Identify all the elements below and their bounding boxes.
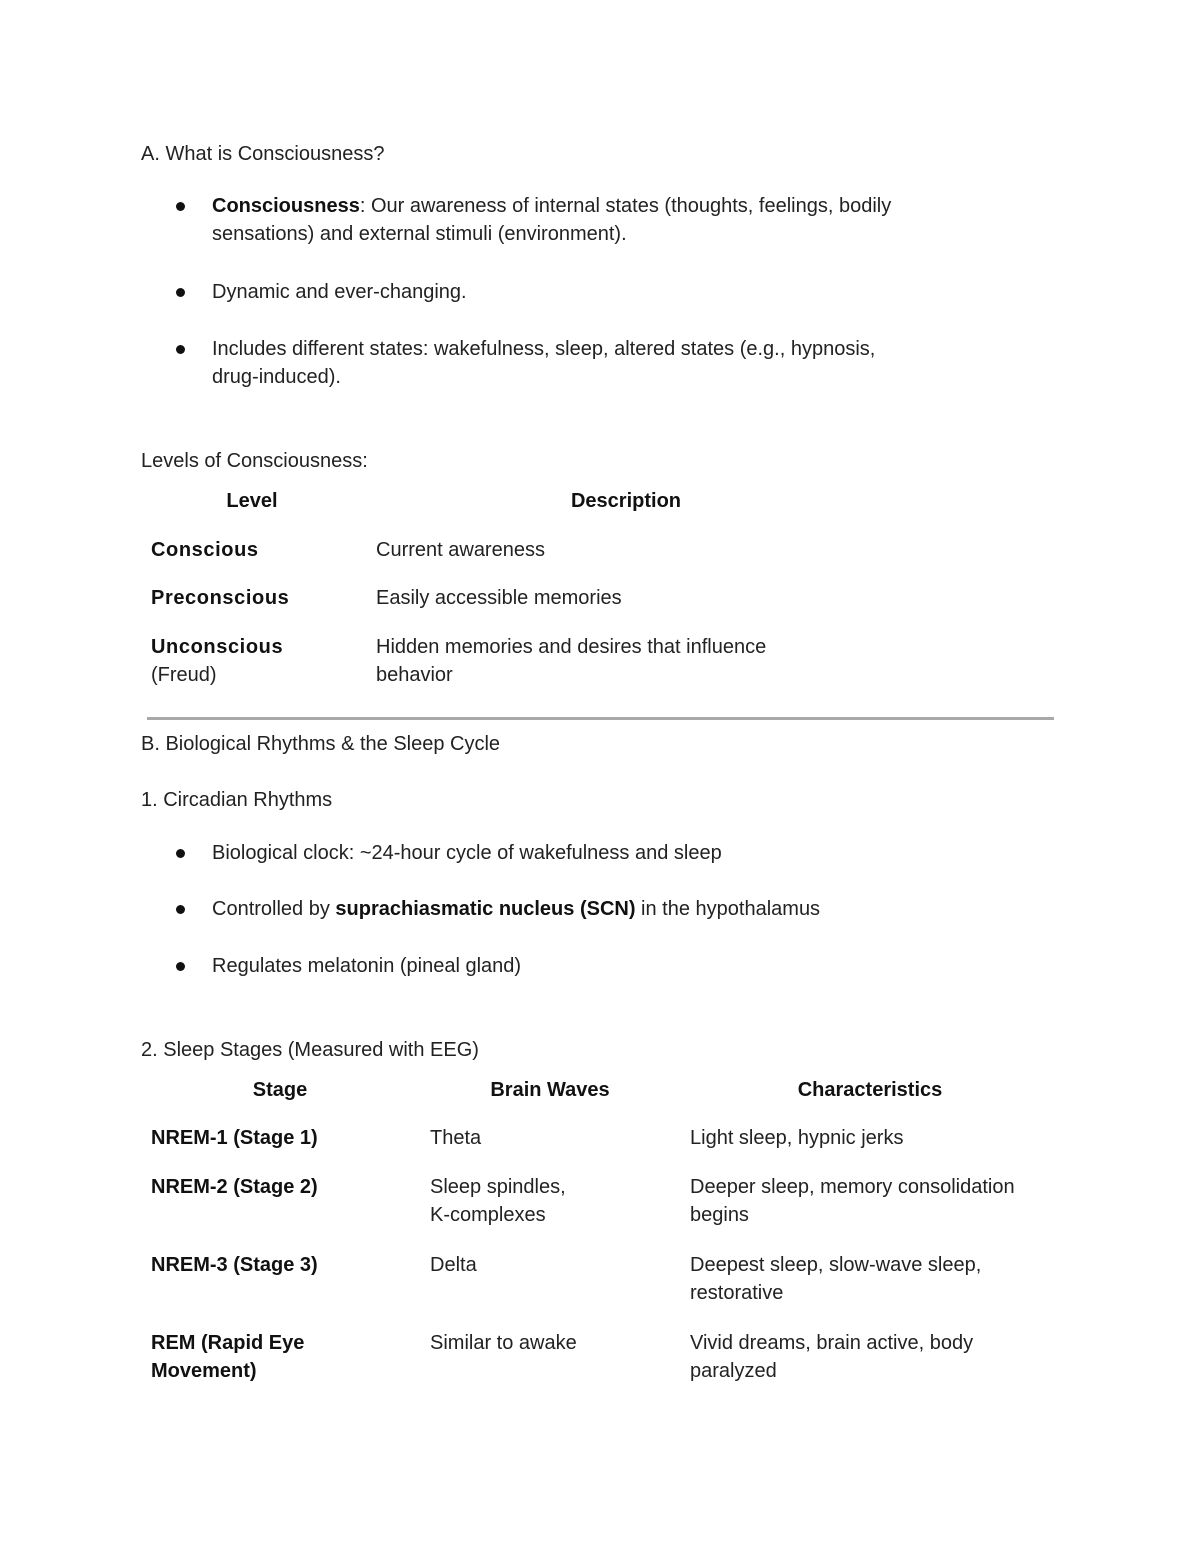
bullet-post: in the hypothalamus [635,898,821,920]
levels-header-level: Level [226,490,278,512]
stages-cell-waves: Similar to awake [430,1332,577,1354]
bullet-text: Biological clock: ~24-hour cycle of wakefulness and sleep [212,842,722,864]
bullet-icon [176,288,185,297]
chars-line-2: begins [690,1204,749,1226]
bullet-text: Regulates melatonin (pineal gland) [212,955,522,977]
stages-cell-stage: NREM-3 (Stage 3) [151,1254,318,1276]
bullet-icon [176,905,185,914]
stages-cell-characteristics [690,1173,1015,1229]
term-scn: suprachiasmatic nucleus (SCN) [335,898,636,920]
levels-cell-desc: Current awareness [376,539,545,561]
levels-cell-level: Conscious [151,539,259,561]
stages-header-waves: Brain Waves [490,1079,610,1101]
section-a-heading: A. What is Consciousness? [141,143,385,165]
section-b-heading: B. Biological Rhythms & the Sleep Cycle [141,733,501,755]
levels-cell-level [151,633,283,689]
sleep-stages-heading: 2. Sleep Stages (Measured with EEG) [141,1039,479,1061]
chars-line-1: Deeper sleep, memory consolidation [690,1176,1015,1198]
levels-heading: Levels of Consciousness: [141,450,368,472]
stages-cell-waves: Theta [430,1127,482,1149]
bullet-icon [176,962,185,971]
bullet-text: Dynamic and ever-changing. [212,281,467,303]
chars-line-1: Vivid dreams, brain active, body [690,1332,974,1354]
bullet-line-1: Includes different states: wakefulness, sleep, altered states (e.g., hypnosis, [212,338,876,360]
bullet-icon [176,202,185,211]
bullet-text [212,335,1012,391]
bullet-line-2: drug-induced). [212,366,341,388]
levels-desc-line-1: Hidden memories and desires that influence [376,636,767,658]
stages-cell-characteristics [690,1251,981,1307]
bullet-definition-cont: sensations) and external stimuli (environment). [212,223,627,245]
bullet-pre: Controlled by [212,898,336,920]
stages-cell-waves [430,1173,566,1229]
bullet-text [212,192,1012,248]
horizontal-divider [147,717,1054,720]
stages-cell-characteristics [690,1329,973,1385]
levels-level-note: (Freud) [151,664,217,686]
levels-cell-level: Preconscious [151,587,290,609]
waves-line-2: K-complexes [430,1204,546,1226]
levels-cell-desc [376,633,766,689]
bullet-icon [176,345,185,354]
circadian-heading: 1. Circadian Rhythms [141,789,333,811]
stage-line-2: Movement) [151,1360,257,1382]
chars-line-1: Deepest sleep, slow-wave sleep, [690,1254,982,1276]
stages-cell-waves: Delta [430,1254,477,1276]
chars-line-2: restorative [690,1282,784,1304]
levels-cell-desc: Easily accessible memories [376,587,622,609]
bullet-text [212,895,1012,923]
stages-cell-characteristics: Light sleep, hypnic jerks [690,1127,904,1149]
bullet-icon [176,849,185,858]
stages-cell-stage: NREM-1 (Stage 1) [151,1127,318,1149]
levels-level-name: Unconscious [151,636,284,658]
bullet-definition: : Our awareness of internal states (thoughts, feelings, bodily [359,195,892,217]
levels-desc-line-2: behavior [376,664,453,686]
stage-line-1: REM (Rapid Eye [151,1332,305,1354]
stages-cell-stage [151,1329,304,1385]
levels-header-description: Description [570,490,682,512]
term-consciousness: Consciousness [212,195,360,217]
stages-header-stage: Stage [252,1079,308,1101]
chars-line-2: paralyzed [690,1360,777,1382]
stages-cell-stage: NREM-2 (Stage 2) [151,1176,318,1198]
waves-line-1: Sleep spindles, [430,1176,566,1198]
stages-header-characteristics: Characteristics [797,1079,943,1101]
